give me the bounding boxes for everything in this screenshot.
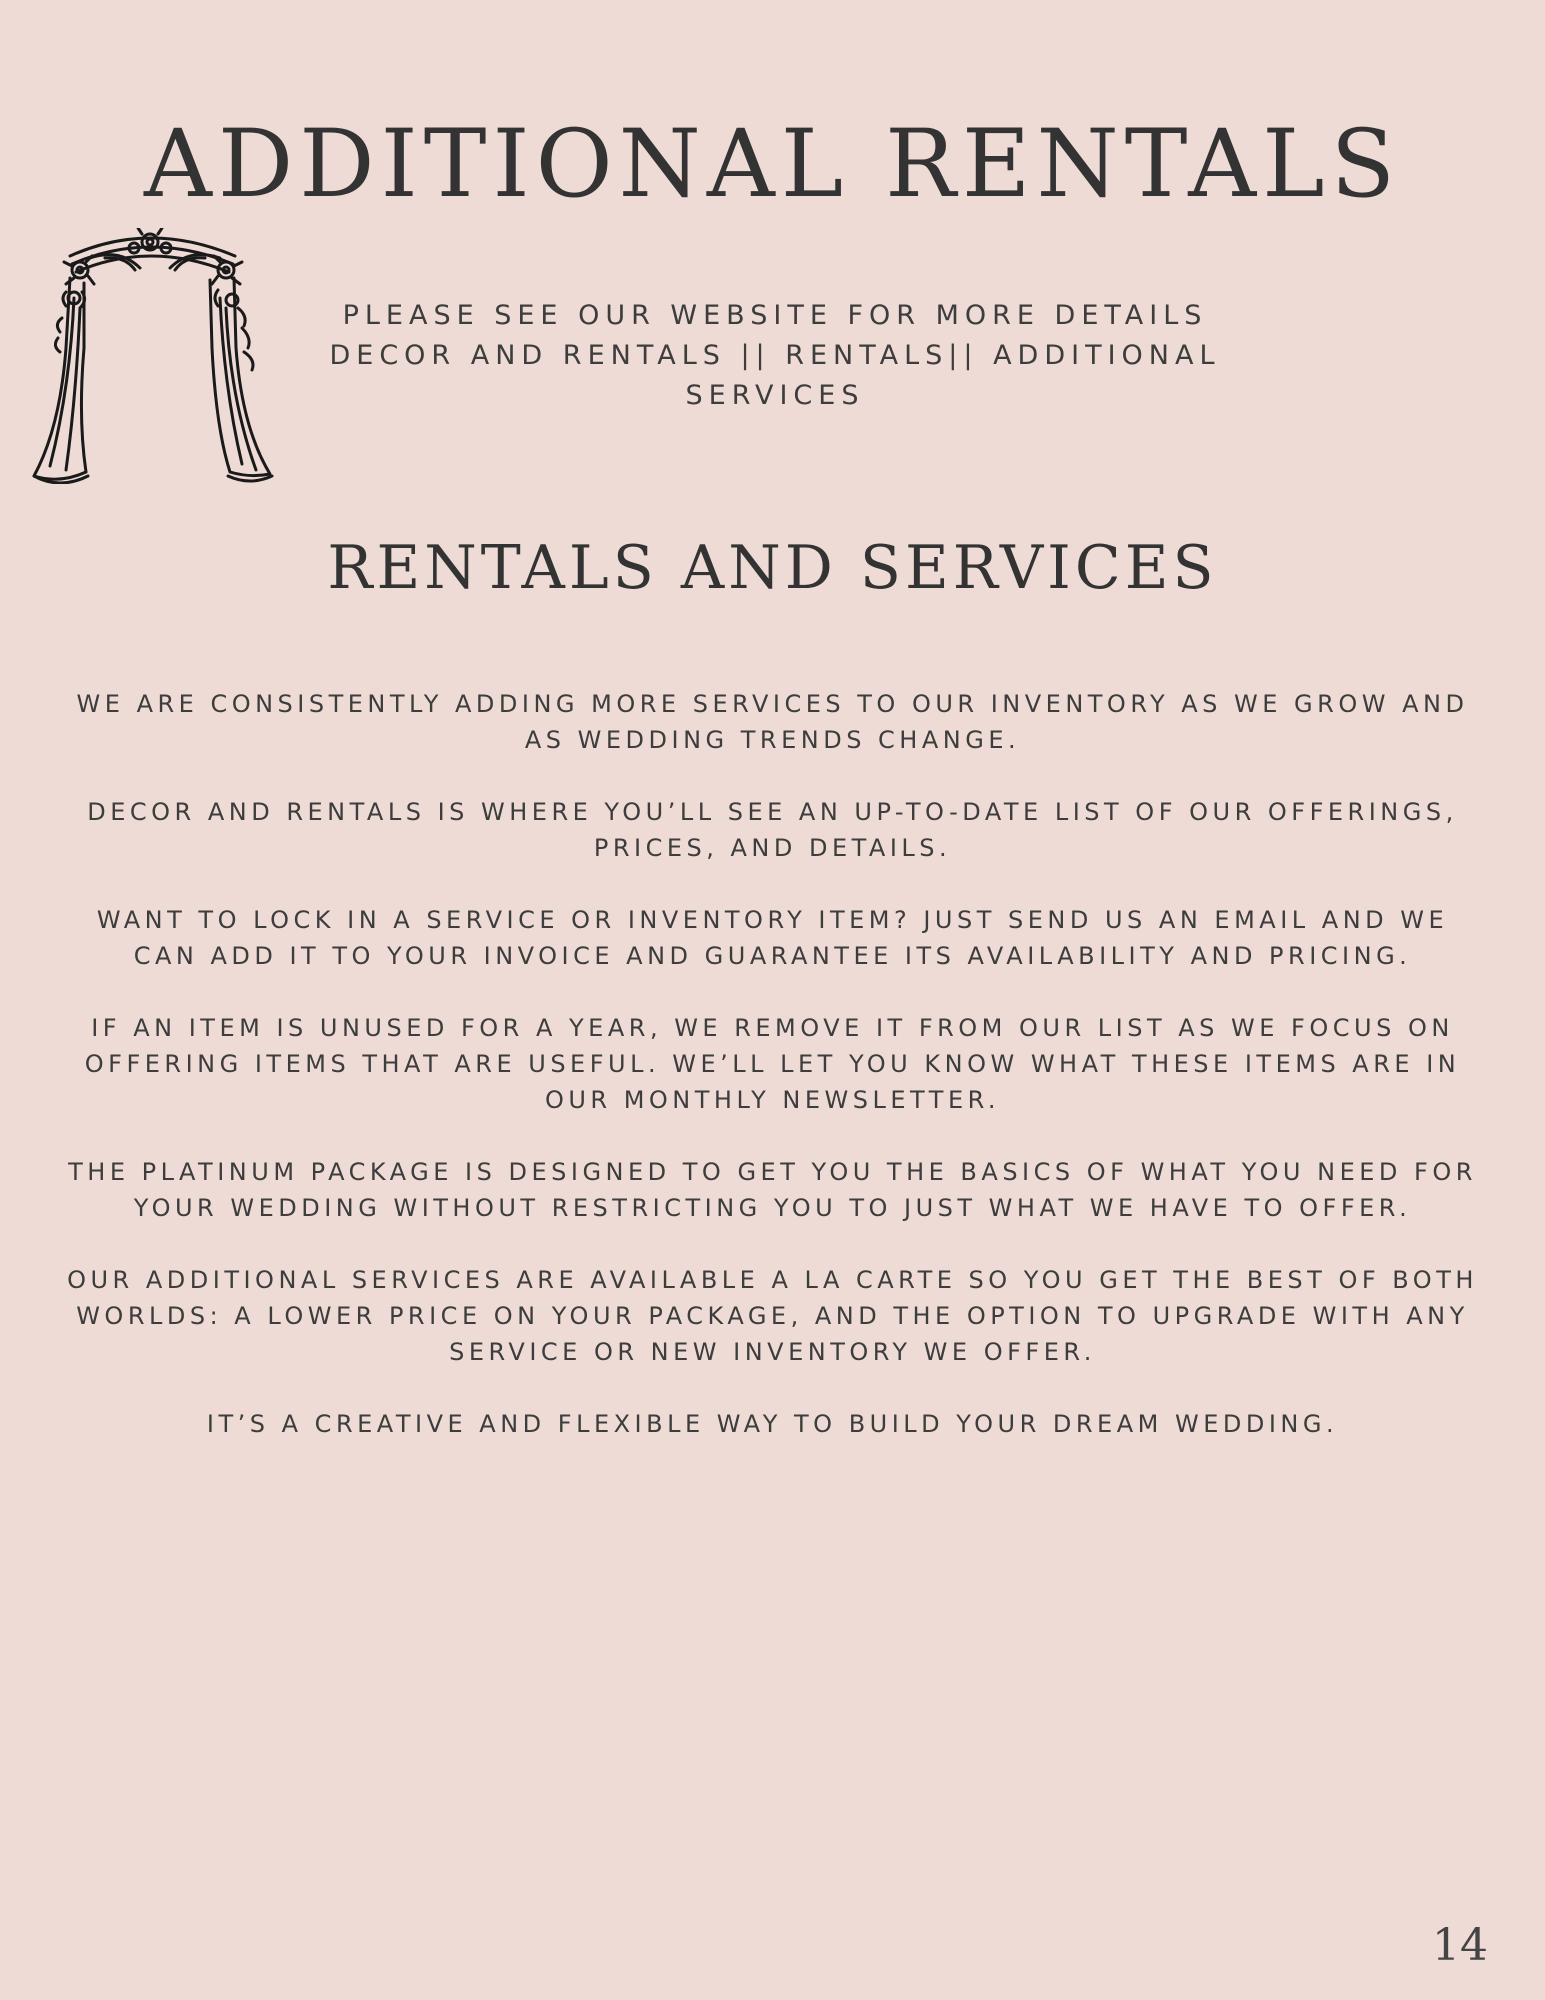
paragraph: IT’S A CREATIVE AND FLEXIBLE WAY TO BUILD YOUR DREAM WEDDING. (206, 1410, 1339, 1438)
website-note-line: PLEASE SEE OUR WEBSITE FOR MORE DETAILS (342, 300, 1208, 331)
paragraph: IF AN ITEM IS UNUSED FOR A YEAR, WE REMOVE IT FROM OUR LIST AS WE FOCUS ON OFFERING ITEMS THAT ARE USEFUL. WE’LL LET YOU KNOW WHAT THESE ITEMS ARE IN OUR MONTHLY NEWSLETTER. (84, 1014, 1461, 1114)
body-text (60, 686, 1485, 1478)
website-note-line: SERVICES (685, 380, 865, 411)
website-note-line: DECOR AND RENTALS || RENTALS|| ADDITIONAL (329, 340, 1221, 371)
wedding-arch-icon (30, 228, 280, 484)
paragraph: DECOR AND RENTALS IS WHERE YOU’LL SEE AN UP-TO-DATE LIST OF OUR OFFERINGS, PRICES, AND DETAILS. (87, 798, 1458, 862)
page-number: 14 (1432, 1920, 1488, 1971)
website-note (290, 296, 1260, 416)
section-heading: RENTALS AND SERVICES (327, 533, 1218, 603)
page-title: ADDITIONAL RENTALS (144, 110, 1401, 219)
paragraph: WANT TO LOCK IN A SERVICE OR INVENTORY ITEM? JUST SEND US AN EMAIL AND WE CAN ADD IT TO YOUR INVOICE AND GUARANTEE ITS AVAILABILITY AND PRICING. (96, 906, 1449, 970)
paragraph: OUR ADDITIONAL SERVICES ARE AVAILABLE A LA CARTE SO YOU GET THE BEST OF BOTH WORLDS: A LOWER PRICE ON YOUR PACKAGE, AND THE OPTION TO UPGRADE WITH ANY SERVICE OR NEW INVENTORY WE OFFER. (67, 1266, 1478, 1366)
paragraph: THE PLATINUM PACKAGE IS DESIGNED TO GET YOU THE BASICS OF WHAT YOU NEED FOR YOUR WEDDING WITHOUT RESTRICTING YOU TO JUST WHAT WE HAVE TO OFFER. (68, 1158, 1477, 1222)
paragraph: WE ARE CONSISTENTLY ADDING MORE SERVICES TO OUR INVENTORY AS WE GROW AND AS WEDDING TRENDS CHANGE. (76, 690, 1469, 754)
